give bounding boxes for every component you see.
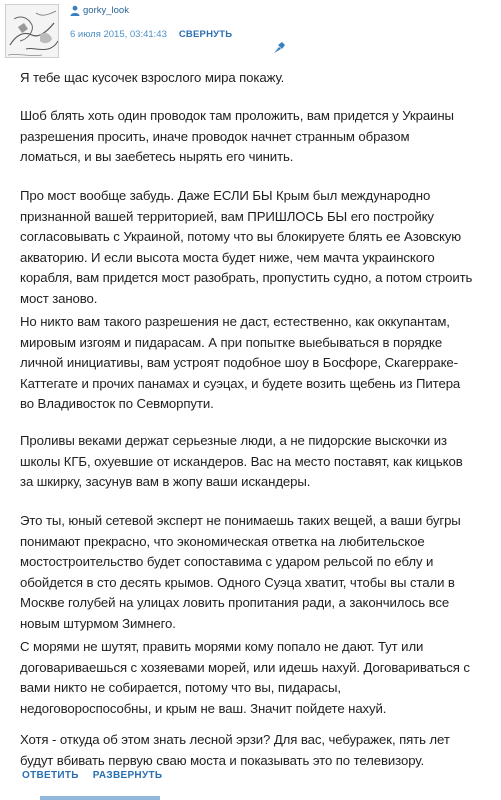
username-link[interactable] [70, 5, 129, 16]
comment-paragraph: Но никто вам такого разрешения не даст, естественно, как оккупантам, мировым изгоям и пидарасам. А при попытке выебываться в порядке личной инициативы, вам устроят подобное шоу в Босфоре, Скагерраке- Каттегате и прочих панамах и суэцах, и будете возить щебень из Питера во Владивосток по Севморпути. [20, 314, 461, 412]
avatar[interactable] [5, 4, 59, 58]
comment-meta [70, 29, 232, 40]
comment-paragraph: С морями не шутят, править морями кому попало не дают. Тут или договариваешься с хозяевами морей, или идешь нахуй. Договариваться с вами никто не собирается, потому что вы, пидарасы, недоговороспособны, и крым не ваш. Значит пойдете нахуй. [20, 639, 470, 716]
user-icon [70, 5, 80, 16]
comment-paragraph: Проливы веками держат серьезные люди, а не пидорские выскочки из школы КГБ, охуевшие от искандеров. Вас на место поставят, как кицьков за шкирку, засунув вам в жопу ваши искандеры. [20, 433, 463, 490]
reply-button[interactable]: ОТВЕТИТЬ [22, 770, 79, 781]
next-comment-edge [40, 796, 160, 800]
comment-actions [22, 770, 176, 781]
comment-paragraph: Я тебе щас кусочек взрослого мира покажу. [20, 70, 285, 85]
timestamp[interactable]: 6 июля 2015, 03:41:43 [70, 29, 167, 40]
comment-paragraph: Хотя - откуда об этом знать лесной эрзи? Для вас, чебуражек, пять лет будут вбивать первую сваю моста и показывать это по телевизору. [20, 732, 450, 768]
collapse-button[interactable]: СВЕРНУТЬ [178, 29, 233, 40]
comment-paragraph: Шоб блять хоть один проводок там проложить, вам придется у Украины разрешения просить, иначе проводок начнет странным образом ломаться, и вы заебетесь нырять его чинить. [20, 108, 454, 165]
pin-icon [272, 41, 286, 55]
avatar-sketch-image [6, 5, 59, 58]
username: gorky_look [83, 5, 129, 16]
comment-paragraph: Про мост вообще забудь. Даже ЕСЛИ БЫ Крым был международно признанной вашей территорией, вам ПРИШЛОСЬ БЫ его постройку согласовывать с Украиной, потому что вы блокируете блять ее Азовскую акваторию. И если высота моста будет ниже, чем мачта украинского корабля, вам придется мост разобрать, пропустить судно, а потом строить мост заново. [20, 188, 473, 306]
comment-paragraph: Это ты, юный сетевой эксперт не понимаешь таких вещей, а ваши бугры понимают прекрасно, что экономическая ответка на любительское мостостроительство будет сопоставима с ударом рельсой по еблу и обойдется в сто десять крымов. Одного Суэца хватит, чтобы вы стали в Москве голубей на улицах ловить пропитания ради, а закончилось все новым штурмом Зимнего. [20, 513, 461, 631]
expand-button[interactable]: РАЗВЕРНУТЬ [92, 770, 163, 781]
comment-header [0, 0, 501, 62]
